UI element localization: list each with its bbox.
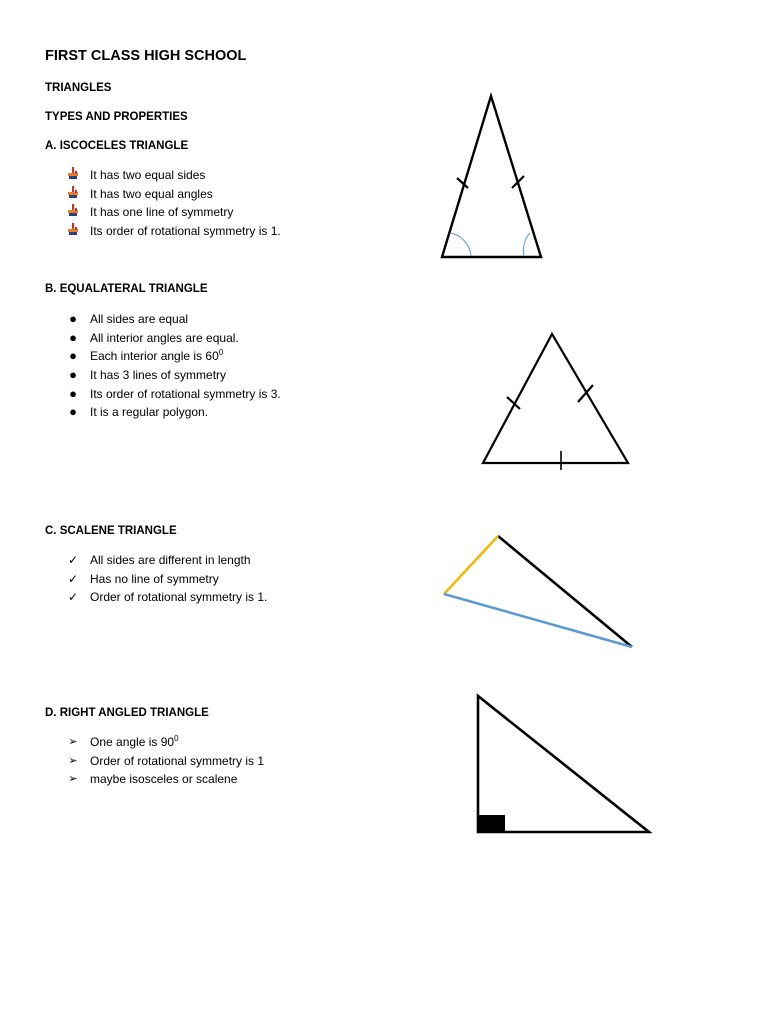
list-item: [66, 770, 264, 789]
list-item-text: Each interior angle is 60: [90, 349, 219, 364]
list-item-text: All sides are different in length: [90, 553, 251, 567]
dot-icon: ●: [69, 385, 77, 401]
list-item: [66, 403, 281, 422]
isosceles-list: [66, 166, 281, 241]
list-item-text: All sides are equal: [90, 312, 189, 326]
list-item-text: maybe isosceles or scalene: [90, 772, 238, 787]
list-item: [66, 166, 281, 185]
list-item-text: Order of rotational symmetry is 1.: [90, 590, 268, 605]
arrow-icon: ➢: [68, 773, 78, 786]
heading-equilateral: B. EQUALATERAL TRIANGLE: [45, 283, 208, 295]
hand-pointer-icon: [66, 222, 80, 242]
list-item-text: All interior angles are equal.: [90, 330, 239, 345]
hand-pointer-icon: [66, 185, 80, 205]
list-item-text: It has 3 lines of symmetry: [90, 368, 227, 383]
isosceles-triangle-figure: [430, 88, 554, 264]
list-item: [66, 203, 281, 222]
list-item: [66, 310, 281, 329]
list-item-text: It has two equal sides: [90, 168, 206, 182]
dot-icon: ●: [69, 311, 77, 326]
arrow-icon: ➢: [68, 754, 78, 767]
check-icon: ✓: [67, 590, 79, 605]
list-item-text: Order of rotational symmetry is 1: [90, 753, 265, 768]
dot-icon: ●: [69, 367, 77, 383]
heading-isosceles: A. ISCOCELES TRIANGLE: [45, 140, 189, 152]
equilateral-triangle-figure: [475, 328, 635, 474]
scalene-list: [66, 551, 267, 607]
dot-icon: ●: [69, 348, 77, 364]
list-item: [66, 570, 267, 589]
hand-pointer-icon: [66, 203, 80, 223]
list-item-text: Its order of rotational symmetry is 3.: [90, 386, 281, 401]
subtitle-triangles: TRIANGLES: [45, 82, 112, 94]
list-item: [66, 185, 281, 204]
dot-icon: ●: [69, 404, 77, 420]
list-item-text: Has no line of symmetry: [90, 571, 219, 586]
list-item-text: It has two equal angles: [90, 186, 213, 201]
heading-right-angled: D. RIGHT ANGLED TRIANGLE: [45, 707, 209, 719]
check-icon: ✓: [67, 553, 79, 567]
equilateral-list: [66, 310, 281, 422]
list-item-text: Its order of rotational symmetry is 1.: [90, 224, 281, 239]
hand-pointer-icon: [66, 166, 80, 186]
list-item: [66, 222, 281, 241]
list-item: [66, 385, 281, 404]
subtitle-types: TYPES AND PROPERTIES: [45, 111, 188, 123]
right-angle-marker: [478, 815, 505, 832]
list-item: [66, 347, 281, 366]
dot-icon: ●: [69, 329, 77, 345]
list-item-text: It has one line of symmetry: [90, 205, 234, 220]
arrow-icon: ➢: [68, 736, 78, 748]
list-item: [66, 551, 267, 570]
heading-scalene: C. SCALENE TRIANGLE: [45, 525, 177, 537]
list-item-text: It is a regular polygon.: [90, 405, 209, 420]
degree-superscript: 0: [174, 734, 179, 743]
scalene-triangle-figure: [436, 528, 640, 654]
right-angled-triangle-figure: [470, 688, 656, 838]
check-icon: ✓: [67, 571, 79, 586]
page-title: FIRST CLASS HIGH SCHOOL: [45, 48, 247, 64]
right-angled-list: [66, 733, 264, 789]
list-item: [66, 329, 281, 348]
degree-superscript: 0: [218, 348, 224, 358]
list-item: [66, 588, 267, 607]
list-item: [66, 366, 281, 385]
list-item: [66, 752, 264, 771]
list-item-text: One angle is 90: [90, 735, 175, 749]
list-item: [66, 733, 264, 752]
